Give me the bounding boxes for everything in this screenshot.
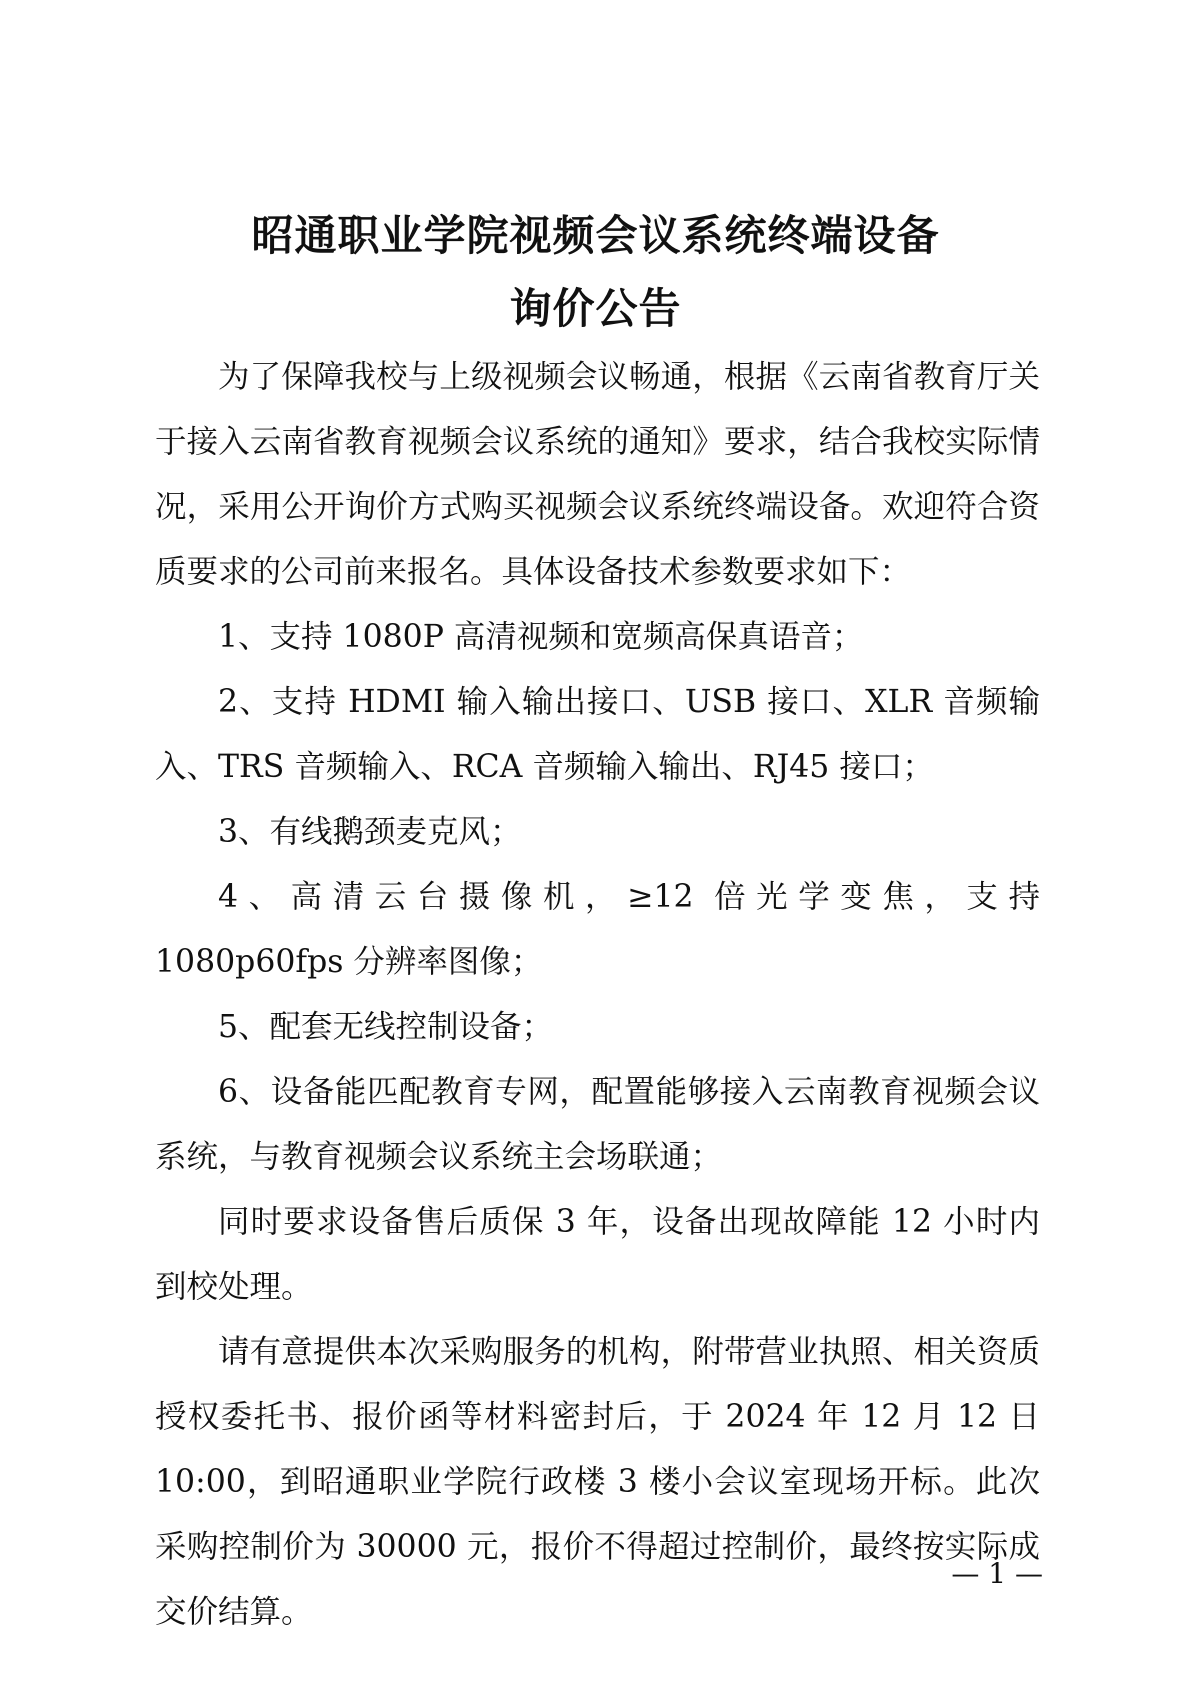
paragraph-item-1: 1、支持 1080P 高清视频和宽频高保真语音； [218,619,864,655]
document-title-line-1: 昭通职业学院视频会议系统终端设备 [251,211,940,260]
document-title-line-2: 询价公告 [509,284,682,333]
page-number: — 1 — [951,1557,1043,1590]
paragraph-item-6: 6、设备能匹配教育专网，配置能够接入云南教育视频会议系统，与教育视频会议系统主会场联通； [155,1074,1040,1175]
paragraph-submission: 请有意提供本次采购服务的机构，附带营业执照、相关资质授权委托书、报价函等材料密封后，于 2024 年 12 月 12 日 10:00，到昭通职业学院行政楼 3 楼小会议室现场开标。此次采购控制价为 30000 元，报价不得超过控制价，最终按实际成交价结算。 [155,1334,1040,1630]
document-body [155,345,1040,1645]
paragraph-item-5: 5、配套无线控制设备； [218,1009,554,1045]
paragraph-item-3: 3、有线鹅颈麦克风； [218,814,522,850]
paragraph-item-2: 2、支持 HDMI 输入输出接口、USB 接口、XLR 音频输入、TRS 音频输入、RCA 音频输入输出、RJ45 接口； [155,684,1040,785]
paragraph-intro: 为了保障我校与上级视频会议畅通，根据《云南省教育厅关于接入云南省教育视频会议系统的通知》要求，结合我校实际情况，采用公开询价方式购买视频会议系统终端设备。欢迎符合资质要求的公司前来报名。具体设备技术参数要求如下： [155,359,1040,590]
paragraph-warranty: 同时要求设备售后质保 3 年，设备出现故障能 12 小时内到校处理。 [155,1204,1040,1305]
paragraph-item-4: 4、高清云台摄像机，≥12 倍光学变焦，支持 1080p60fps 分辨率图像； [155,879,1040,980]
